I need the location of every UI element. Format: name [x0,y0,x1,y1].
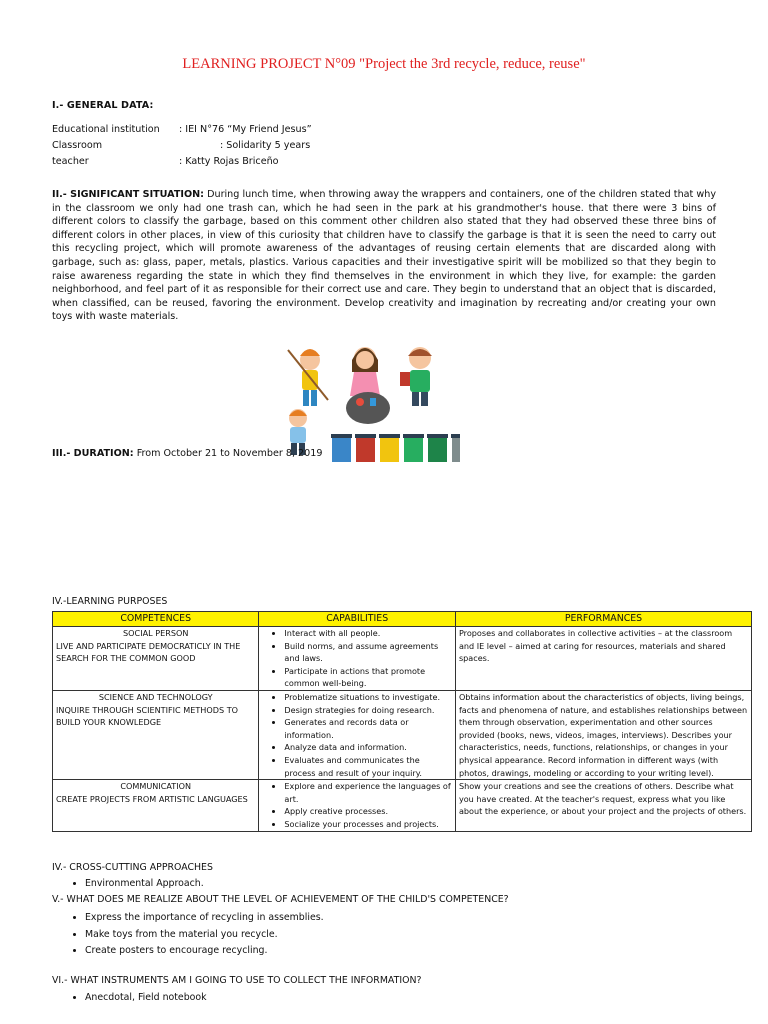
capabilities-cell [259,780,456,831]
column-header: COMPETENCES [53,612,259,627]
list-item: • Make toys from the material you recycle. [85,927,324,944]
competence-cell [53,690,259,779]
capabilities-cell [259,690,456,779]
cross-cutting-list [52,878,204,889]
table-row [53,780,752,831]
cross-cutting-heading: IV.- CROSS-CUTTING APPROACHES [52,862,213,873]
learning-purposes-table [52,611,752,832]
capability-item: • Explore and experience the languages of art. [284,780,452,805]
general-data-label: Classroom [52,140,103,151]
competence-cell [53,780,259,831]
capability-item: • Build norms, and assume agreements and laws. [284,640,452,665]
competence-cell [53,627,259,691]
competence-text: CREATE PROJECTS FROM ARTISTIC LANGUAGES [56,793,248,804]
capability-item: • Interact with all people. [284,627,452,640]
list-item: • Create posters to encourage recycling. [85,943,324,960]
table-row [53,690,752,779]
achievement-heading: V.- WHAT DOES ME REALIZE ABOUT THE LEVEL OF ACHIEVEMENT OF THE CHILD'S COMPETENCE? [52,894,509,905]
competence-area: COMMUNICATION [120,781,192,792]
competence-text: INQUIRE THROUGH SCIENTIFIC METHODS TO BUILD YOUR KNOWLEDGE [56,704,239,728]
situation-text: During lunch time, when throwing away the wrappers and containers, one of the children stated that why in the classroom we only had one trash can, which he had seen in the park at his grandmother's house. that there were 3 bins of different colors to classify the garbage, based on this comment other children also stated that they had observed these three bins of different colors in other places, in view of this curiosity that children have to classify the garbage is that it is seen the need to carry out this recycling project, which will promote awareness of the advantages of reusing certain elements that are discarded along with garbage, such as: glass, paper, metals, plastics. Various capacities and their investigative spirit will be mobilized so that they begin to raise awareness regarding the state in which they find themselves in the environment in which they live, for example: the garden neighborhood, and feel part of it as responsible for their correct use and care. They begin to understand that an object that is discarded, when classified, can be reused, favoring the environment. Develop creativity and imagination by recreating and/or creating your own toys with waste materials. [52,189,716,323]
general-data-label: teacher [52,156,89,167]
capability-item: • Socialize your processes and projects. [284,818,452,831]
performance-cell: Show your creations and see the creations of others. Describe what you have created. At the teacher's request, express what you like about the experience, or about your project and the projects of others. [455,780,751,831]
duration-text: From October 21 to November 8, 2019 [133,448,323,459]
capabilities-cell [259,627,456,691]
table-header-row [53,612,752,627]
instruments-list [52,992,207,1003]
performance-cell: Obtains information about the characteristics of objects, living beings, facts and phenomena of nature, and establishes relationships between them through observation, experimentation and other sources provided (books, news, videos, images, interviews). Describes your characteristics, needs, functions, relationships, or changes in your physical appearance. Record information in different ways (with photos, drawings, modeling or according to your writing level). [455,690,751,779]
duration-heading: III.- DURATION: [52,448,134,459]
capability-item: • Apply creative processes. [284,805,452,818]
achievement-list [52,910,324,960]
capability-item: • Problematize situations to investigate. [284,691,452,704]
column-header: CAPABILITIES [259,612,456,627]
capability-item: • Design strategies for doing research. [284,704,452,717]
list-item: • Environmental Approach. [85,878,204,889]
list-item: • Anecdotal, Field notebook [85,992,207,1003]
general-data-heading: I.- GENERAL DATA: [52,100,154,111]
competence-area: SCIENCE AND TECHNOLOGY [98,691,213,702]
duration [52,448,322,459]
significant-situation [52,188,716,324]
list-item: • Express the importance of recycling in assemblies. [85,910,324,927]
general-data-value: : IEI N°76 “My Friend Jesus” [179,124,312,135]
capability-item: • Participate in actions that promote common well-being. [284,665,452,690]
general-data-label: Educational institution [52,124,160,135]
capability-item: • Generates and records data or information. [284,716,452,741]
capability-item: • Evaluates and communicates the process and result of your inquiry. [284,754,452,779]
general-data-value: : Solidarity 5 years [220,140,311,151]
capability-item: • Analyze data and information. [284,741,452,754]
general-data-value: : Katty Rojas Briceño [179,156,279,167]
document-title: LEARNING PROJECT N°09 "Project the 3rd recycle, reduce, reuse" [182,56,586,72]
situation-heading: II.- SIGNIFICANT SITUATION: [52,189,204,200]
competence-area: SOCIAL PERSON [123,628,189,638]
performance-cell: Proposes and collaborates in collective activities – at the classroom and IE level – aimed at caring for resources, materials and shared spaces. [455,627,751,691]
competence-text: LIVE AND PARTICIPATE DEMOCRATICLY IN THE SEARCH FOR THE COMMON GOOD [56,640,241,664]
table-row [53,627,752,691]
instruments-heading: VI.- WHAT INSTRUMENTS AM I GOING TO USE TO COLLECT THE INFORMATION? [52,975,422,986]
column-header: PERFORMANCES [455,612,751,627]
learning-purposes-heading: IV.-LEARNING PURPOSES [52,596,168,607]
